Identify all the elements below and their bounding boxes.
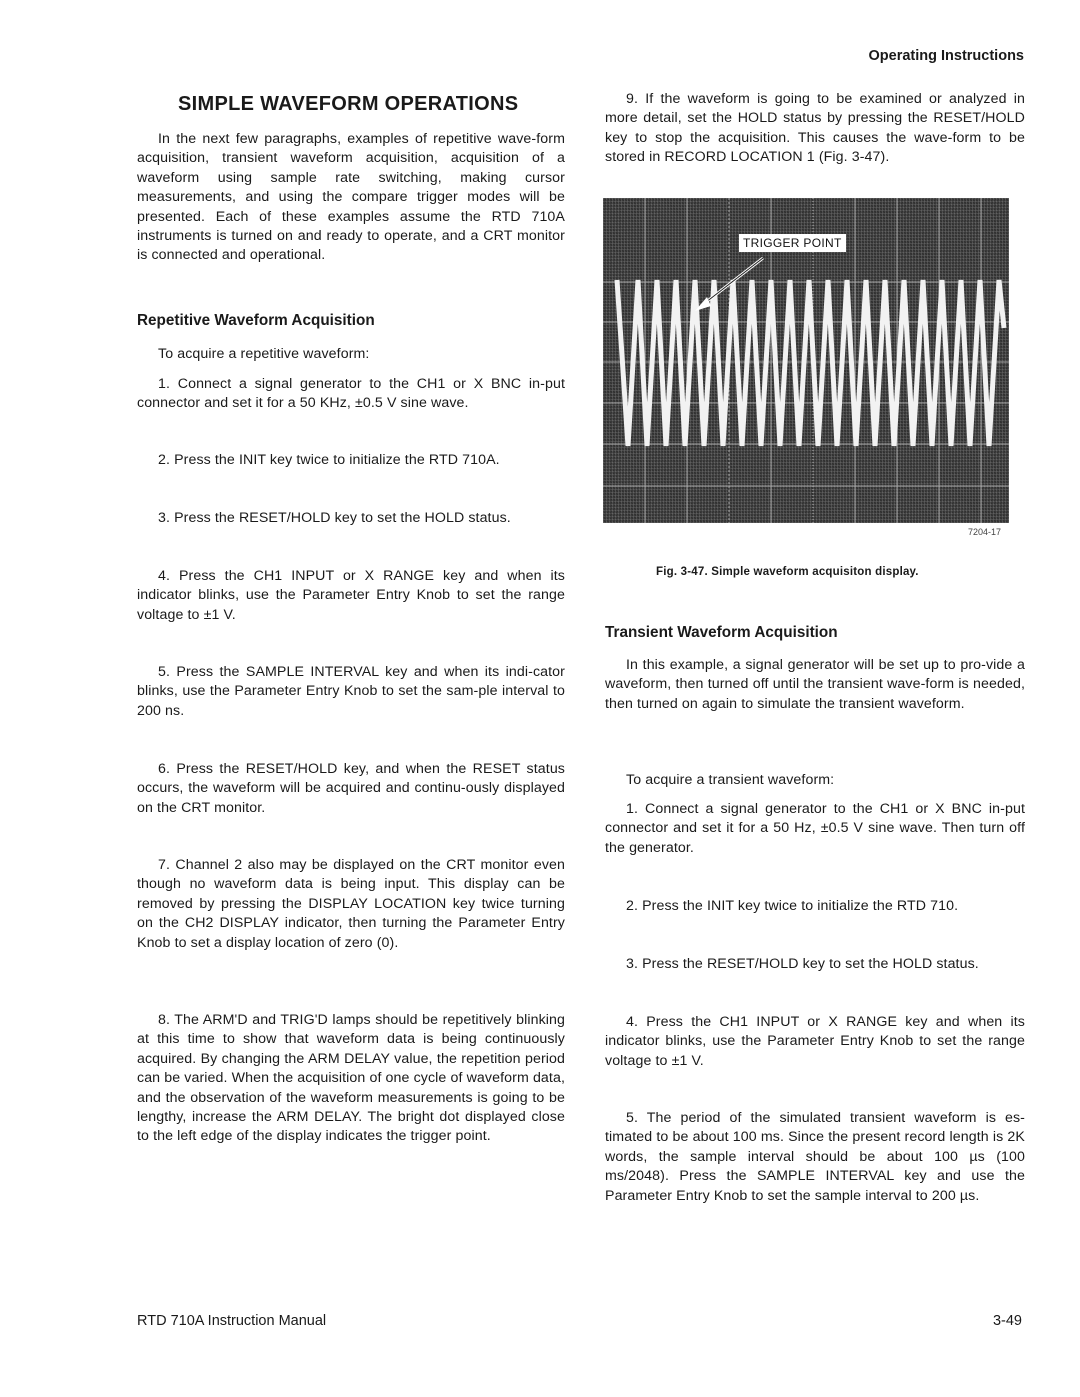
repetitive-step-7: 7. Channel 2 also may be displayed on the CRT monitor even though no waveform data is being input. This display can be removed by pressing the DISPLAY LOCATION key twice turning on the CH2 DISPLAY indicator, then turning the Parameter Entry Knob to set a display location of zero (0). [137, 857, 565, 951]
figure-id: 7204-17 [968, 527, 1002, 537]
repetitive-step-3: 3. Press the RESET/HOLD key to set the HOLD status. [158, 510, 511, 526]
repetitive-step-6: 6. Press the RESET/HOLD key, and when the RESET status occurs, the waveform will be acquired and continu-ously displayed on the CRT monitor. [137, 761, 565, 816]
repetitive-step-5: 5. Press the SAMPLE INTERVAL key and when its indi-cator blinks, use the Parameter Entry Knob to set the sam-ple interval to 200 ns. [137, 664, 565, 719]
waveform-figure [603, 198, 1009, 523]
transient-step-5: 5. The period of the simulated transient waveform is es-timated to be about 100 ms. Since the present record length is 2K words, the sample interval should be about 100 µs (100 ms/2048). Press the SAMPLE INTERVAL key and use the Parameter Entry Knob to set the sample interval to 200 µs. [605, 1110, 1025, 1204]
intro-text: In the next few paragraphs, examples of repetitive wave-form acquisition, transient waveform acquisition, acquisition of a waveform using sample rate switching, making cursor measurements, and using the compare trigger modes will be presented. Each of these examples assume the RTD 710A instruments is turned on and ready to operate, and a CRT monitor is connected and operational. [137, 131, 565, 264]
page-number: 3-49 [992, 1313, 1022, 1329]
running-head: Operating Instructions [868, 48, 1024, 64]
transient-step-4: 4. Press the CH1 INPUT or X RANGE key and when its indicator blinks, use the Parameter Entry Knob to set the range voltage to ±1 V. [605, 1014, 1025, 1069]
repetitive-step-4: 4. Press the CH1 INPUT or X RANGE key and when its indicator blinks, use the Parameter Entry Knob to set the range voltage to ±1 V. [137, 568, 565, 623]
transient-step-3: 3. Press the RESET/HOLD key to set the HOLD status. [626, 956, 979, 972]
transient-step-1: 1. Connect a signal generator to the CH1 or X BNC in-put connector and set it for a 50 Hz, ±0.5 V sine wave. Then turn off the generator. [605, 801, 1025, 856]
repetitive-step-9: 9. If the waveform is going to be examined or analyzed in more detail, set the HOLD status by pressing the RESET/HOLD key to stop the acquisition. This causes the wave-form to be stored in RECORD LOCATION 1 (Fig. 3-47). [605, 91, 1025, 166]
section-title: SIMPLE WAVEFORM OPERATIONS [178, 93, 519, 115]
repetitive-heading: Repetitive Waveform Acquisition [137, 312, 375, 329]
transient-intro: In this example, a signal generator will be set up to pro-vide a waveform, then turned off until the transient wave-form is needed, then turned on again to simulate the transient waveform. [605, 657, 1025, 712]
figure-caption: Fig. 3-47. Simple waveform acquisiton display. [656, 566, 919, 578]
repetitive-lead: To acquire a repetitive waveform: [158, 346, 370, 362]
footer-manual-title: RTD 710A Instruction Manual [137, 1313, 327, 1329]
waveform-trace [617, 280, 1004, 446]
transient-heading: Transient Waveform Acquisition [605, 624, 838, 641]
repetitive-step-2: 2. Press the INIT key twice to initialize the RTD 710A. [158, 452, 500, 468]
intro-paragraph [137, 130, 565, 266]
repetitive-step-1: 1. Connect a signal generator to the CH1 or X BNC in-put connector and set it for a 50 KHz, ±0.5 V sine wave. [137, 376, 565, 412]
transient-lead: To acquire a transient waveform: [626, 772, 835, 788]
repetitive-step-8: 8. The ARM'D and TRIG'D lamps should be repetitively blinking at this time to show that waveform data is being continuously acquired. By changing the ARM DELAY value, the repetition period can be varied. When the acquisition of one cycle of waveform data, and the observation of the waveform measurements is going to be lengthy, increase the ARM DELAY. The bright dot displayed close to the left edge of the display indicates the trigger point. [137, 1012, 565, 1145]
transient-step-2: 2. Press the INIT key twice to initialize the RTD 710. [626, 898, 959, 914]
trigger-point-label: TRIGGER POINT [739, 234, 846, 252]
